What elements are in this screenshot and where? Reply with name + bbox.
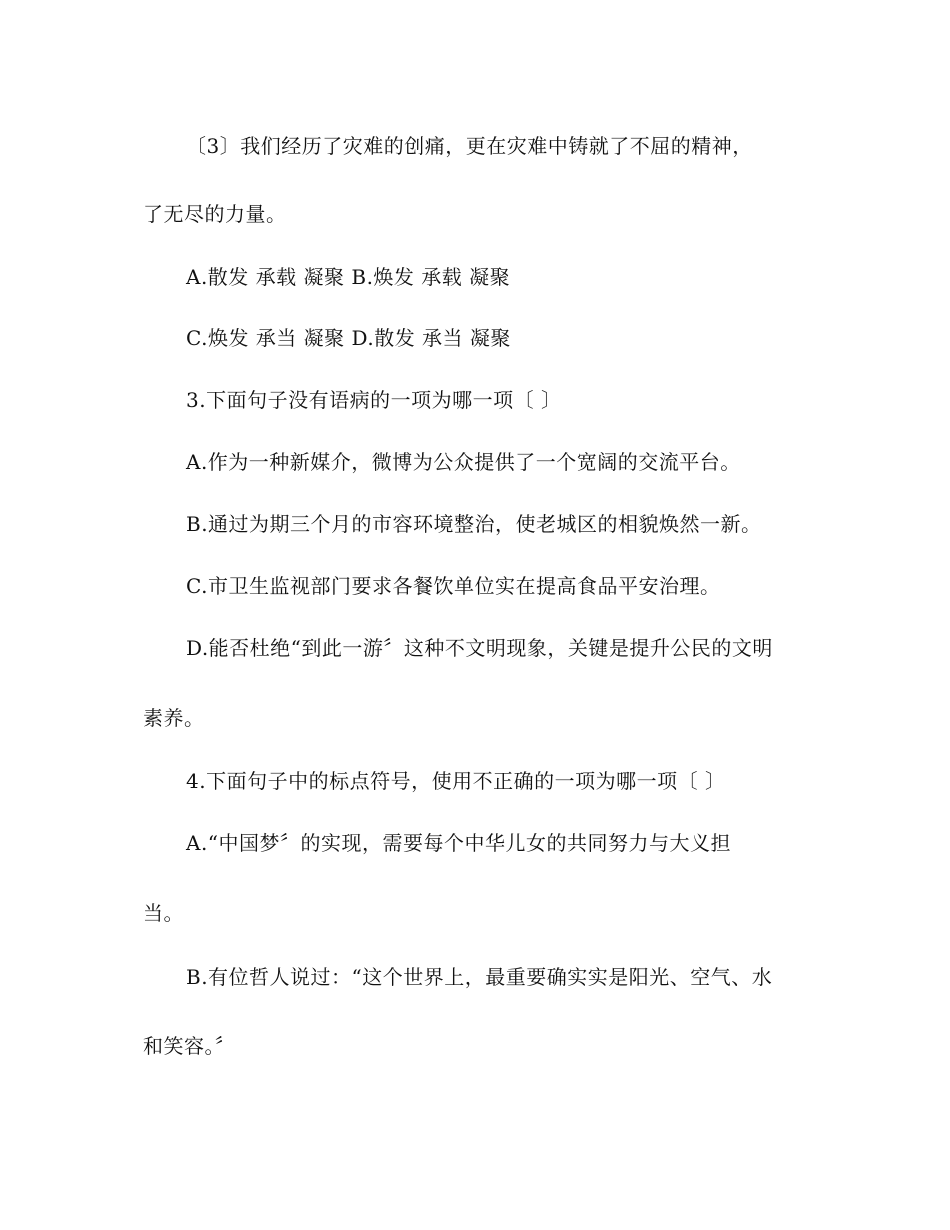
question-3-option-d: D.能否杜绝“到此一游〞这种不文明现象，关键是提升公民的文明 bbox=[186, 636, 773, 660]
question-3-option-d-continuation: 素养。 bbox=[143, 706, 205, 730]
question-3-option-c: C.市卫生监视部门要求各餐饮单位实在提高食品平安治理。 bbox=[186, 574, 721, 598]
question-3-option-b: B.通过为期三个月的市容环境整治，使老城区的相貌焕然一新。 bbox=[186, 512, 762, 536]
question-2-options-ab: A.散发 承载 凝聚 B.焕发 承载 凝聚 bbox=[186, 265, 511, 289]
question-3-stem: 3.下面句子没有语病的一项为哪一项〔 〕 bbox=[186, 388, 562, 412]
question-4-stem: 4.下面句子中的标点符号，使用不正确的一项为哪一项〔 〕 bbox=[186, 769, 726, 793]
question-4-option-a: A.“中国梦〞的实现，需要每个中华儿女的共同努力与大义担 bbox=[186, 831, 732, 855]
question-4-option-a-continuation: 当。 bbox=[143, 901, 184, 925]
question-3-option-a: A.作为一种新媒介，微博为公众提供了一个宽阔的交流平台。 bbox=[186, 450, 741, 474]
question-2-options-cd: C.焕发 承当 凝聚 D.散发 承当 凝聚 bbox=[186, 326, 511, 350]
question-2-item-3-sentence: 〔3〕我们经历了灾难的创痛，更在灾难中铸就了不屈的精神， bbox=[186, 134, 753, 158]
question-2-item-3-continuation: 了无尽的力量。 bbox=[143, 202, 287, 226]
question-4-option-b-continuation: 和笑容。〞 bbox=[143, 1034, 236, 1058]
question-4-option-b: B.有位哲人说过：“这个世界上，最重要确实实是阳光、空气、水 bbox=[186, 965, 773, 989]
